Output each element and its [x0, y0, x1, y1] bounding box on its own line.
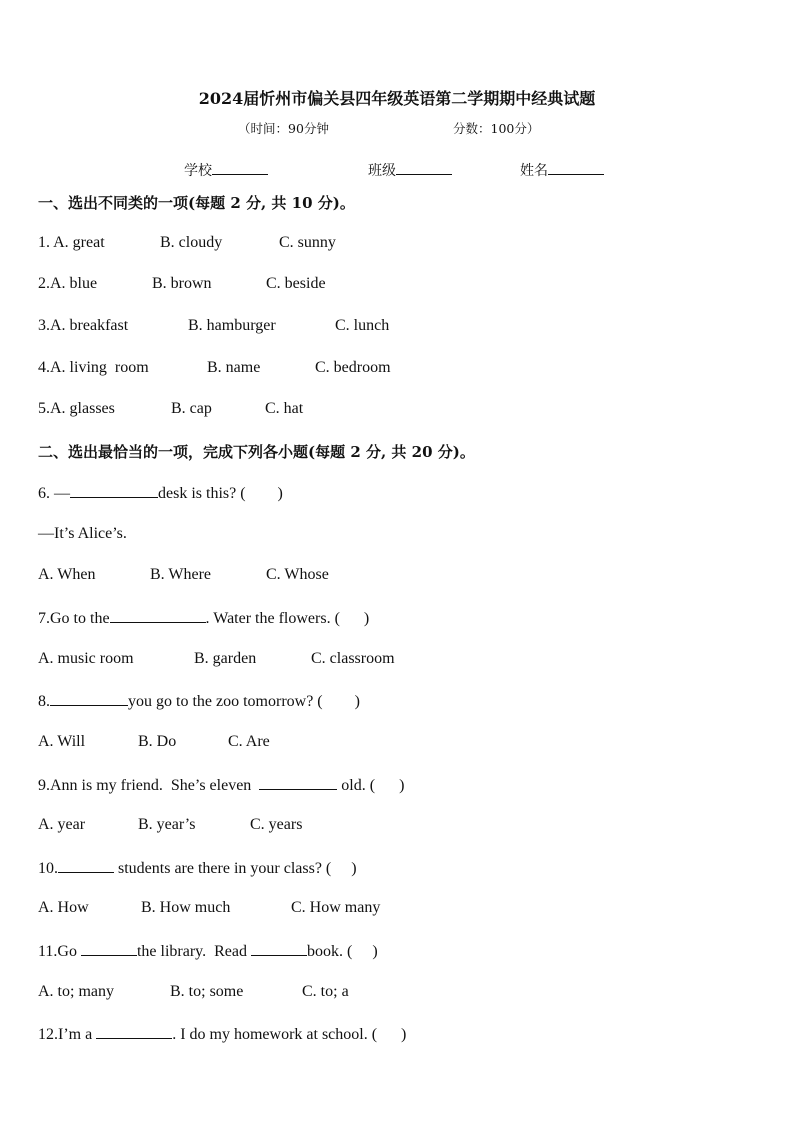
q5-a: 5.A. glasses [38, 400, 115, 417]
q2-b: B. brown [152, 275, 212, 292]
name-label: 姓名 [520, 163, 548, 179]
q3-a: 3.A. breakfast [38, 317, 129, 334]
q7-blank[interactable] [110, 608, 206, 623]
q12-stem: 12.I’m a . I do my homework at school. ( ) [38, 1026, 407, 1043]
q5-c: C. hat [265, 400, 304, 417]
q7-a: A. music room [38, 650, 134, 667]
q7-stem: 7.Go to the . Water the flowers. ( ) [38, 610, 370, 627]
q6-b: B. Where [150, 566, 212, 583]
class-field [368, 160, 452, 180]
q5-b: B. cap [171, 400, 212, 417]
q8-a: A. Will [38, 733, 86, 750]
q1-c: C. sunny [279, 234, 336, 251]
section-2-heading: 二、选出最恰当的一项，完成下列各小题(每题 2 分, 共 20 分)。 [38, 443, 475, 461]
school-blank[interactable] [212, 160, 268, 175]
q10-a: A. How [38, 899, 89, 916]
class-label: 班级 [368, 163, 396, 179]
q1-b: B. cloudy [160, 234, 223, 251]
q10-c: C. How many [291, 899, 381, 916]
q9-c: C. years [250, 816, 303, 833]
q3-c: C. lunch [335, 317, 390, 334]
q6-a: A. When [38, 566, 96, 583]
q2-a: 2.A. blue [38, 275, 98, 292]
exam-score: 分数：100分） [453, 121, 540, 136]
q11-a: A. to; many [38, 983, 114, 1000]
section-1-heading: 一、选出不同类的一项(每题 2 分, 共 10 分)。 [38, 194, 355, 212]
q12-blank[interactable] [96, 1024, 172, 1039]
q10-stem: 10. students are there in your class? ( ) [38, 860, 357, 877]
q4-c: C. bedroom [315, 359, 391, 376]
q6-c: C. Whose [266, 566, 329, 583]
q4-a: 4.A. living room [38, 359, 149, 376]
q6-reply: —It’s Alice’s. [38, 525, 127, 542]
q8-b: B. Do [138, 733, 177, 750]
q9-stem: 9.Ann is my friend. She’s eleven old. ( ) [38, 777, 405, 794]
q6-blank[interactable] [70, 483, 158, 498]
q10-b: B. How much [141, 899, 231, 916]
q7-c: C. classroom [311, 650, 395, 667]
q9-b: B. year’s [138, 816, 196, 833]
name-blank[interactable] [548, 160, 604, 175]
q11-blank-2[interactable] [251, 941, 307, 956]
q7-b: B. garden [194, 650, 257, 667]
school-field [184, 160, 268, 180]
q1-a: 1. A. great [38, 234, 105, 251]
q8-c: C. Are [228, 733, 270, 750]
q9-a: A. year [38, 816, 86, 833]
q8-blank[interactable] [50, 691, 128, 706]
q9-blank[interactable] [259, 775, 337, 790]
name-field [520, 160, 604, 180]
exam-title: 2024届忻州市偏关县四年级英语第二学期期中经典试题 [198, 89, 596, 108]
school-label: 学校 [184, 163, 212, 179]
q11-b: B. to; some [170, 983, 244, 1000]
q4-b: B. name [207, 359, 261, 376]
q8-stem: 8. you go to the zoo tomorrow? ( ) [38, 693, 360, 710]
q3-b: B. hamburger [188, 317, 276, 334]
q11-stem: 11.Go the library. Read book. ( ) [38, 943, 378, 960]
class-blank[interactable] [396, 160, 452, 175]
q11-blank-1[interactable] [81, 941, 137, 956]
q2-c: C. beside [266, 275, 326, 292]
exam-time: （时间：90分钟 [238, 121, 329, 136]
q10-blank[interactable] [58, 858, 114, 873]
q11-c: C. to; a [302, 983, 349, 1000]
q6-stem: 6. — desk is this? ( ) [38, 485, 283, 502]
